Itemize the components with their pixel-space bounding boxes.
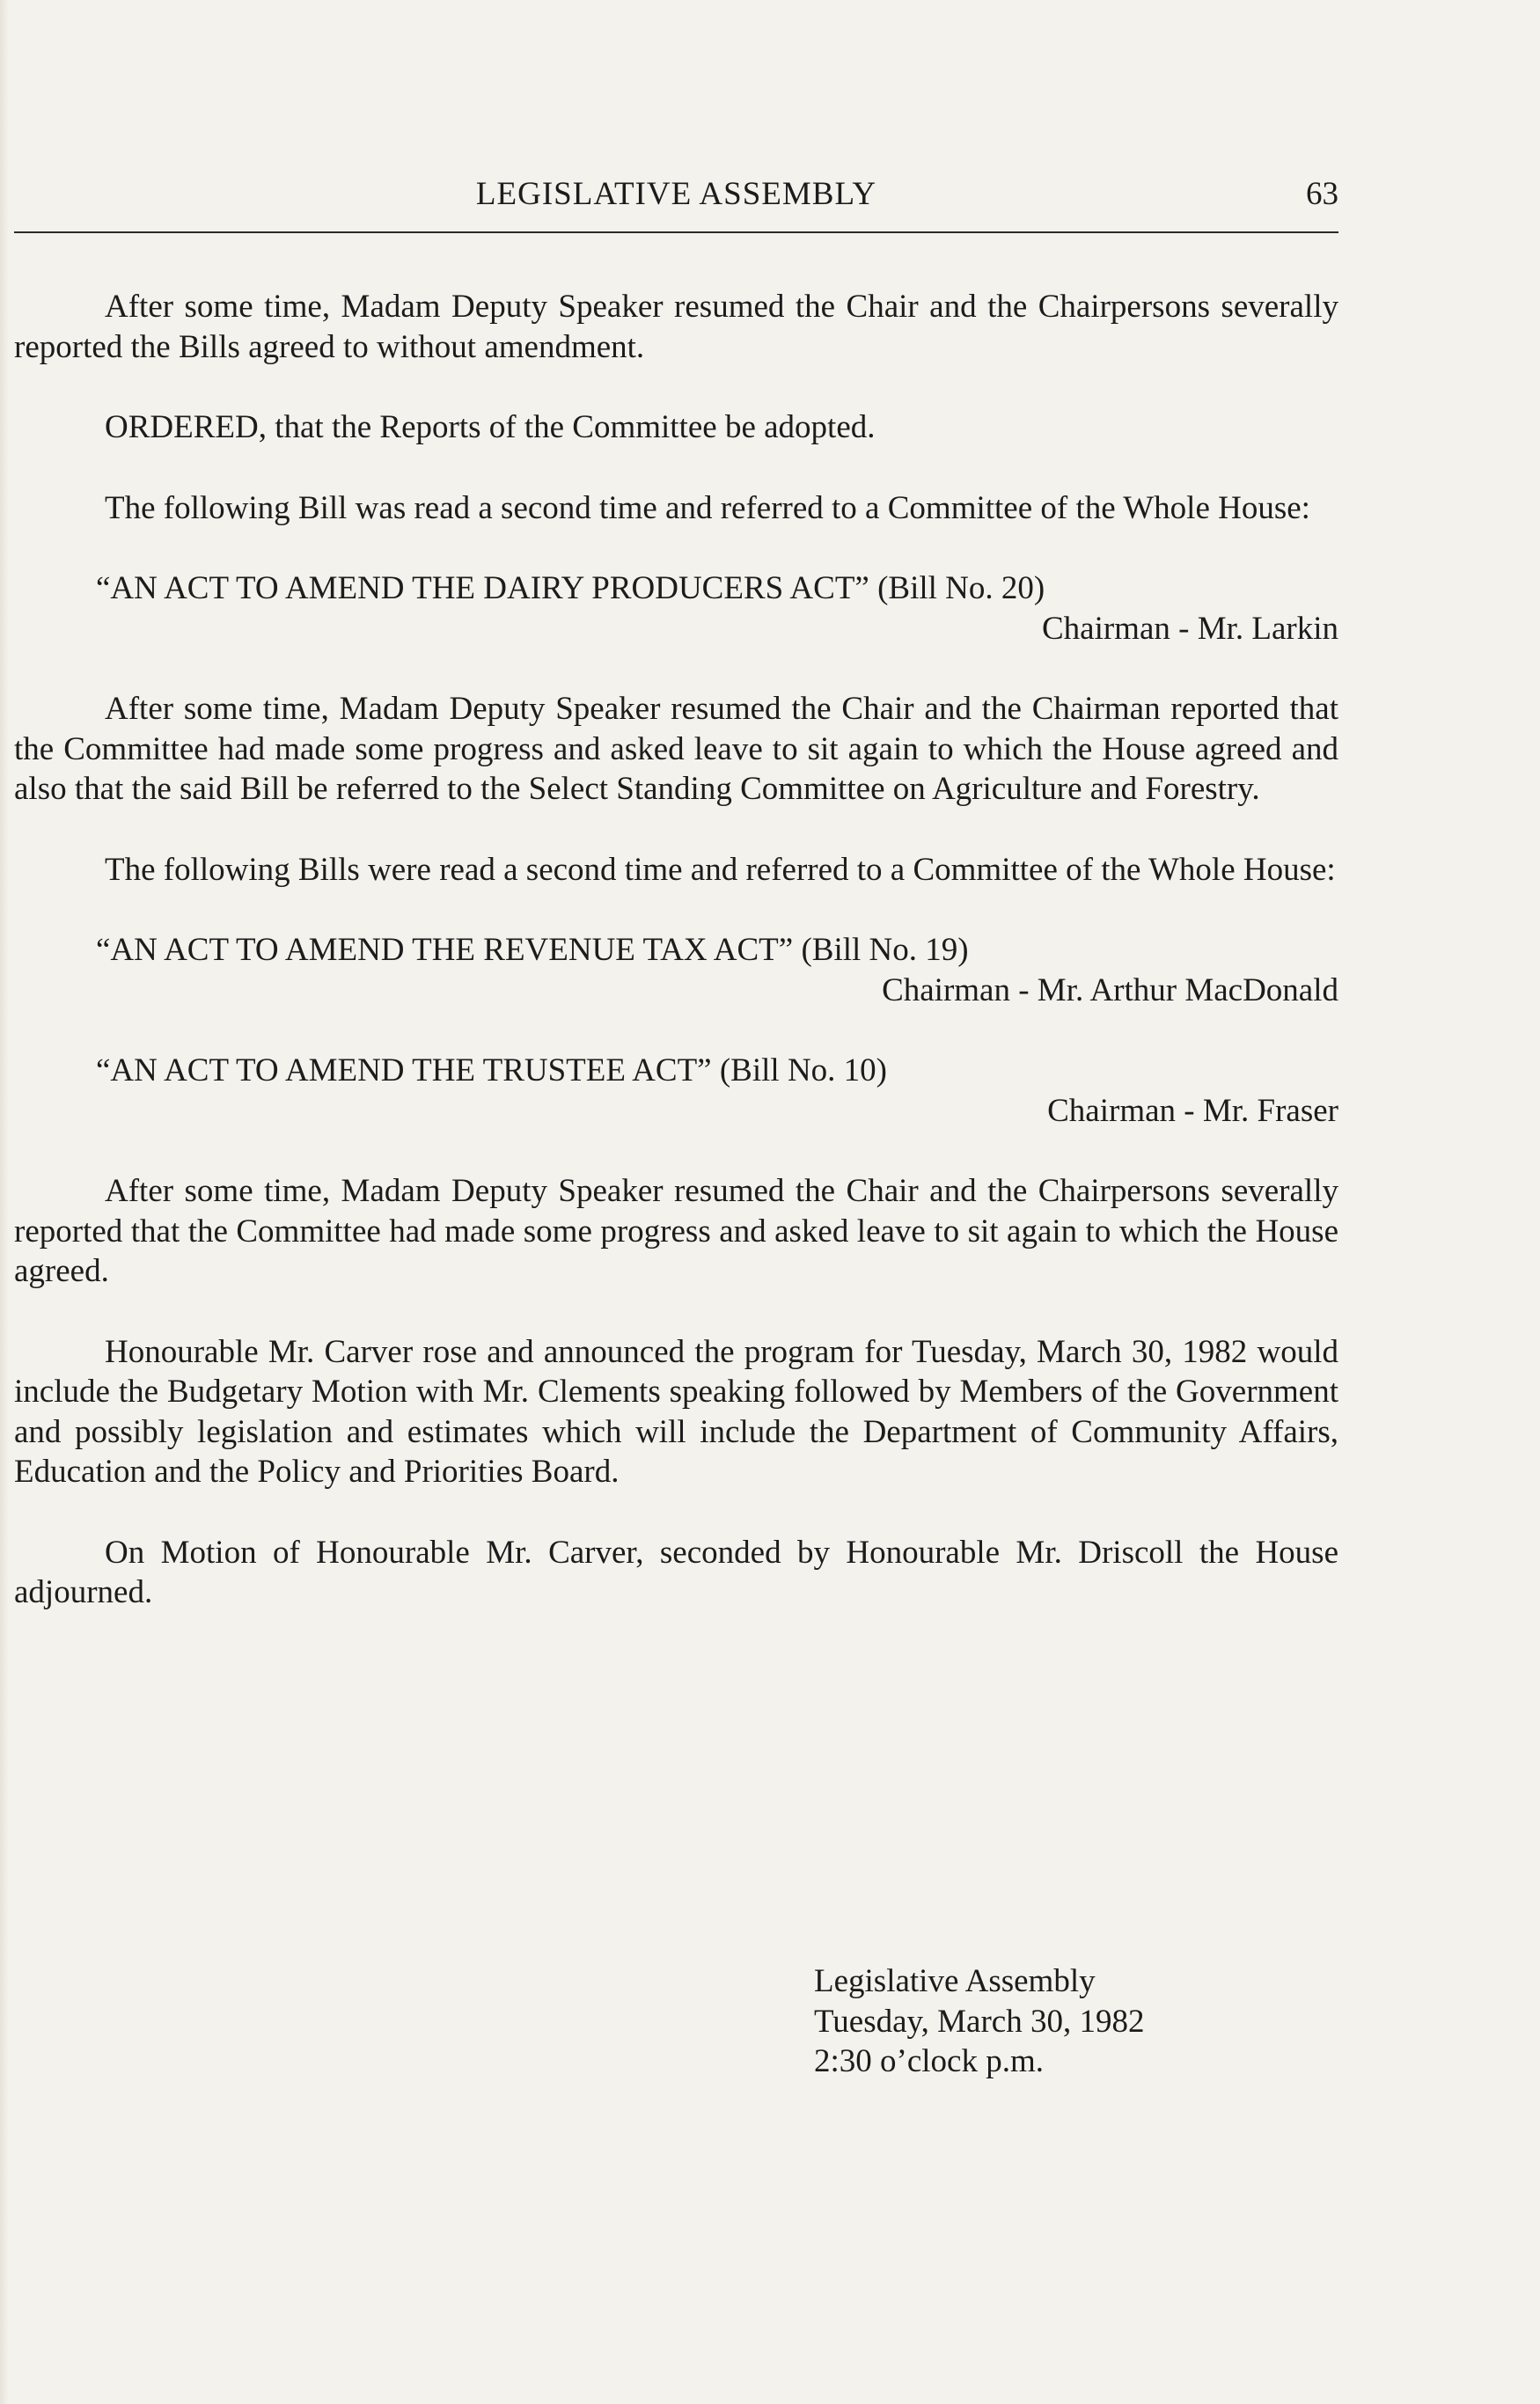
paragraph-program-announcement: Honourable Mr. Carver rose and announced the program for Tuesday, March 30, 1982 would include the Budgetary Motion with Mr. Clements speaking followed by Members of the Government and possibly legislation and estimates which will include the Department of Community Affairs, Education and the Policy and Priorities Board. <box>14 1333 1338 1490</box>
paragraph-bill-second-reading: The following Bill was read a second time and referred to a Committee of the Whole House: <box>105 489 1310 526</box>
paragraph-progress-referred: After some time, Madam Deputy Speaker resumed the Chair and the Chairman reported that the Committee had made some progress and asked leave to sit again to which the House agreed and also that the said Bill be referred to the Select Standing Committee on Agriculture and Forestry. <box>14 691 1338 807</box>
paragraph-bills-second-reading: The following Bills were read a second time and referred to a Committee of the Whole House: <box>105 851 1336 888</box>
bill-title-dairy-producers: “AN ACT TO AMEND THE DAIRY PRODUCERS ACT” (Bill No. 20) <box>96 570 1045 606</box>
bill-title-trustee: “AN ACT TO AMEND THE TRUSTEE ACT” (Bill No. 10) <box>96 1052 887 1088</box>
bill-title-revenue-tax: “AN ACT TO AMEND THE REVENUE TAX ACT” (Bill No. 19) <box>96 932 969 968</box>
bill-chairman-larkin: Chairman - Mr. Larkin <box>1041 610 1338 647</box>
sign-off-assembly: Legislative Assembly <box>814 1963 1096 1999</box>
page-header <box>14 172 1338 216</box>
header-rule <box>14 231 1338 233</box>
page-edge-shadow <box>0 0 9 2404</box>
paragraph-ordered: ORDERED, that the Reports of the Committee be adopted. <box>105 409 876 445</box>
sign-off-date: Tuesday, March 30, 1982 <box>814 2003 1145 2040</box>
page-body <box>14 287 1338 1653</box>
page-number: 63 <box>1306 176 1338 212</box>
journal-page <box>14 0 1338 2404</box>
bill-chairman-macdonald: Chairman - Mr. Arthur MacDonald <box>882 971 1338 1008</box>
sign-off-block <box>814 1961 1144 2082</box>
paragraph-chairpersons-reported: After some time, Madam Deputy Speaker resumed the Chair and the Chairpersons severally reported the Bills agreed to without amendment. <box>14 289 1338 365</box>
header-title: LEGISLATIVE ASSEMBLY <box>475 176 877 212</box>
bill-chairman-fraser: Chairman - Mr. Fraser <box>1047 1092 1338 1129</box>
sign-off-time: 2:30 o’clock p.m. <box>814 2043 1045 2079</box>
paragraph-adjourned: On Motion of Honourable Mr. Carver, seconded by Honourable Mr. Driscoll the House adjourned. <box>14 1534 1338 1610</box>
paragraph-progress-sit-again: After some time, Madam Deputy Speaker resumed the Chair and the Chairpersons severally reported that the Committee had made some progress and asked leave to sit again to which the House agreed. <box>14 1173 1338 1289</box>
